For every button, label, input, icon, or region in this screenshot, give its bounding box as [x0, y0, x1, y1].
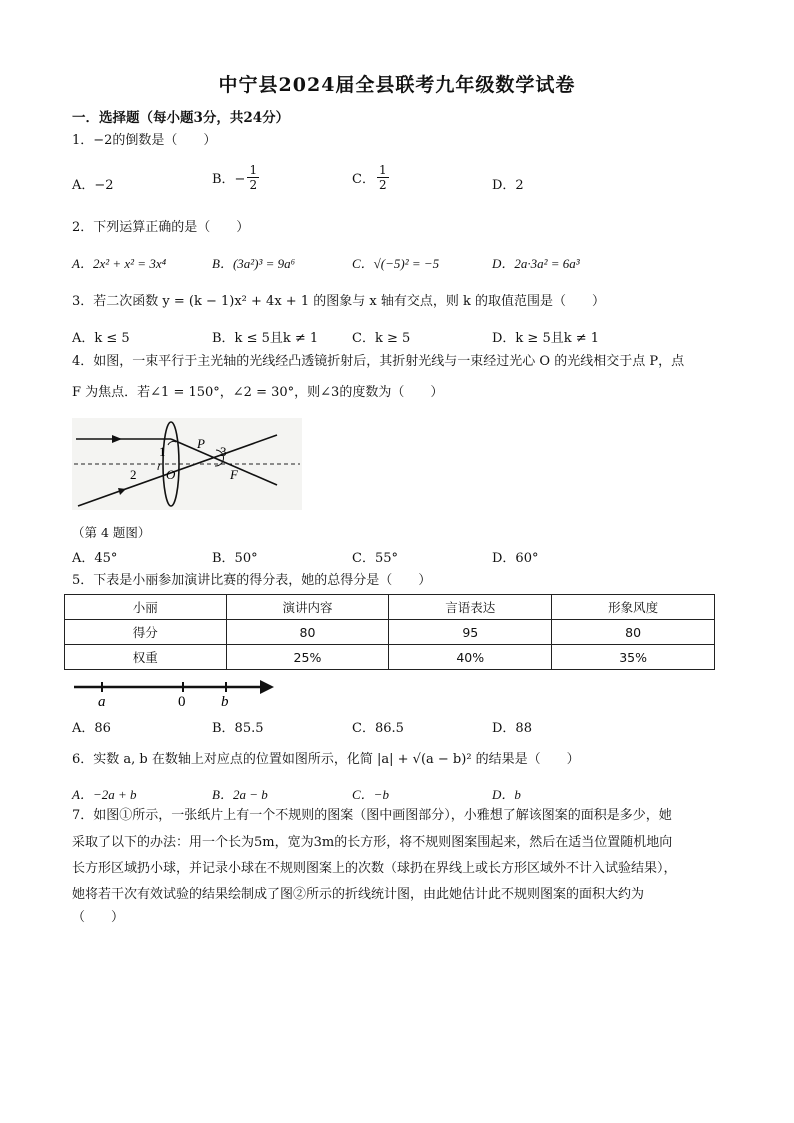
q1-option-c	[352, 163, 391, 192]
q2-option-d: D．2a·3a² = 6a³	[492, 256, 580, 271]
q6-option-b: B．2a − b	[212, 787, 268, 802]
fig-label-1: 1	[159, 444, 166, 459]
table-header-cell: 形象风度	[552, 595, 715, 620]
q3-option-d: D．k ≥ 5且k ≠ 1	[492, 331, 600, 346]
question-7-line2: 采取了以下的办法：用一个长为5m，宽为3m的长方形，将不规则图案围起来，然后在适当位置随机地向	[72, 835, 673, 850]
q1-option-a: A．−2	[72, 178, 114, 193]
q5-option-a: A．86	[72, 721, 111, 736]
question-6-stem: 6．实数 a, b 在数轴上对应点的位置如图所示，化简 |a| + √(a − b)² 的结果是（ ）	[72, 752, 580, 767]
table-header-cell: 演讲内容	[226, 595, 389, 620]
q1-c-numerator: 1	[378, 163, 387, 177]
q1-b-numerator: 1	[249, 163, 258, 177]
q6-option-c: C．−b	[352, 787, 389, 802]
score-table	[64, 594, 715, 670]
question-2-stem: 2．下列运算正确的是（ ）	[72, 220, 250, 235]
number-line-label-b: b	[221, 694, 229, 710]
q2-option-a: A．2x² + x² = 3x⁴	[72, 256, 167, 271]
fig-label-o: O	[166, 467, 176, 482]
number-line-label-a: a	[98, 694, 106, 710]
q1-b-denominator: 2	[249, 178, 258, 192]
q1-option-b	[212, 163, 261, 192]
table-cell: 得分	[65, 620, 227, 645]
q4-option-d: D．60°	[492, 551, 539, 566]
table-header-row	[65, 595, 715, 620]
table-cell: 40%	[389, 645, 552, 670]
question-7-line3: 长方形区域扔小球，并记录小球在不规则图案上的次数（球扔在界线上或长方形区域外不计入试验结果），	[72, 861, 677, 876]
fig-label-f: F	[230, 467, 238, 482]
table-cell: 权重	[65, 645, 227, 670]
q4-option-a: A．45°	[72, 551, 118, 566]
figure-4-caption: （第 4 题图）	[72, 525, 151, 540]
q1-option-c-fraction	[377, 163, 389, 192]
question-7-line4: 她将若干次有效试验的结果绘制成了图②所示的折线统计图，由此她估计此不规则图案的面积大约为	[72, 887, 645, 902]
table-cell: 80	[226, 620, 389, 645]
q3-option-c: C．k ≥ 5	[352, 331, 411, 346]
table-cell: 35%	[552, 645, 715, 670]
q4-option-b: B．50°	[212, 551, 258, 566]
number-line-label-zero: 0	[178, 694, 186, 710]
table-row	[65, 620, 715, 645]
question-4-stem-line2: F 为焦点．若∠1 = 150°，∠2 = 30°，则∠3的度数为（ ）	[72, 385, 444, 400]
q1-option-c-prefix: C．	[352, 172, 375, 187]
fig-label-3: 3	[220, 444, 227, 459]
table-row	[65, 645, 715, 670]
q4-option-c: C．55°	[352, 551, 398, 566]
table-header-cell: 言语表达	[389, 595, 552, 620]
fig-label-2: 2	[130, 467, 137, 482]
q5-option-d: D．88	[492, 721, 532, 736]
fig-label-p: P	[197, 436, 205, 451]
question-1-stem: 1．−2的倒数是（ ）	[72, 133, 217, 148]
page-title: 中宁县2024届全县联考九年级数学试卷	[218, 74, 576, 96]
q5-option-c: C．86.5	[352, 721, 404, 736]
table-cell: 80	[552, 620, 715, 645]
q1-c-denominator: 2	[378, 178, 387, 192]
q2-option-b: B．(3a²)³ = 9a⁶	[212, 256, 296, 271]
table-header-cell: 小丽	[65, 595, 227, 620]
q3-option-b: B．k ≤ 5且k ≠ 1	[212, 331, 319, 346]
question-5-stem: 5．下表是小丽参加演讲比赛的得分表，她的总得分是（ ）	[72, 573, 432, 588]
q1-option-d: D．2	[492, 178, 524, 193]
question-7-line1: 7．如图①所示，一张纸片上有一个不规则的图案（图中画图部分），小雅想了解该图案的面积是多少，她	[72, 808, 672, 823]
table-cell: 95	[389, 620, 552, 645]
q1-option-b-fraction	[247, 163, 259, 192]
number-line-arrow-icon	[260, 680, 274, 694]
q1-option-b-prefix: B．−	[212, 172, 246, 187]
q3-option-a: A．k ≤ 5	[72, 331, 130, 346]
number-line-figure	[72, 676, 276, 710]
q6-option-a: A．−2a + b	[72, 787, 137, 802]
q6-option-d: D．b	[492, 787, 521, 802]
question-4-stem-line1: 4．如图，一束平行于主光轴的光线经凸透镜折射后，其折射光线与一束经过光心 O 的光线相交于点 P，点	[72, 354, 685, 369]
section-heading: 一．选择题（每小题3分，共24分）	[72, 110, 290, 126]
q5-option-b: B．85.5	[212, 721, 264, 736]
question-3-stem: 3．若二次函数 y = (k − 1)x² + 4x + 1 的图象与 x 轴有交点，则 k 的取值范围是（ ）	[72, 294, 605, 309]
lens-figure	[72, 418, 302, 510]
q2-option-c: C．√(−5)² = −5	[352, 256, 440, 271]
table-cell: 25%	[226, 645, 389, 670]
question-7-line5: （ ）	[72, 910, 125, 925]
